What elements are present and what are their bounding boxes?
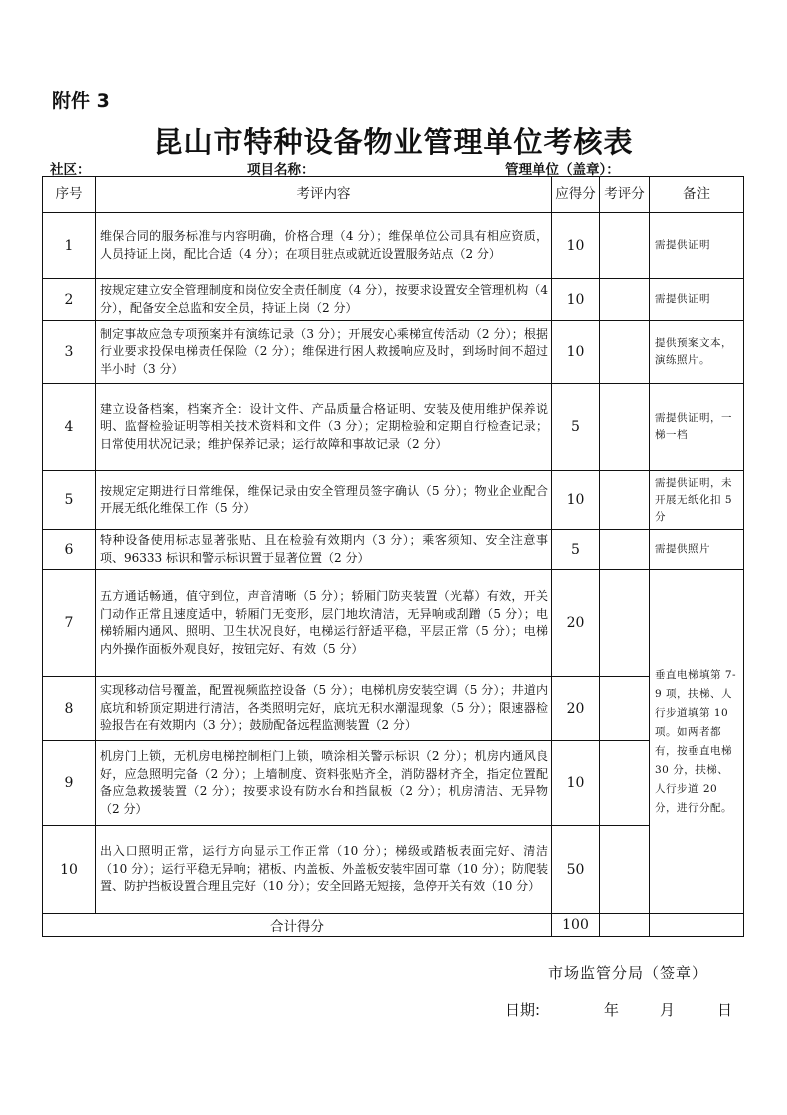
- row-score: 50: [552, 826, 600, 914]
- row-note: 需提供证明，未开展无纸化扣 5 分: [650, 471, 744, 530]
- row-no: 5: [43, 471, 96, 530]
- total-note: [650, 914, 744, 937]
- row-content: 按规定建立安全管理制度和岗位安全责任制度（4 分），按要求设置安全管理机构（4 分），配备安全总监和安全员，持证上岗（2 分）: [96, 279, 552, 321]
- table-row: [43, 471, 744, 530]
- row-eval[interactable]: [600, 677, 650, 741]
- row-eval[interactable]: [600, 826, 650, 914]
- row-eval[interactable]: [600, 530, 650, 570]
- date-day: 日: [717, 1001, 733, 1019]
- row-no: 3: [43, 321, 96, 384]
- date-year: 年: [604, 1001, 620, 1019]
- row-eval[interactable]: [600, 570, 650, 677]
- page-title: 昆山市特种设备物业管理单位考核表: [153, 125, 634, 159]
- header-eval: 考评分: [600, 177, 650, 213]
- row-no: 9: [43, 741, 96, 826]
- row-score: 10: [552, 471, 600, 530]
- row-content: 维保合同的服务标准与内容明确，价格合理（4 分）；维保单位公司具有相应资质，人员持证上岗，配比合适（4 分）；在项目驻点或就近设置服务站点（2 分）: [96, 213, 552, 279]
- date-label: 日期:: [505, 1001, 541, 1019]
- row-eval[interactable]: [600, 321, 650, 384]
- row-content: 机房门上锁，无机房电梯控制柜门上锁，喷涂相关警示标识（2 分）；机房内通风良好，应急照明完备（2 分）；上墙制度、资料张贴齐全，消防器材齐全，指定位置配备应急救援装置（2 分）；按要求设有防水台和挡鼠板（2 分）；机房清洁、无异物（2 分）: [96, 741, 552, 826]
- signature-stamp-label: 市场监管分局（签章）: [548, 964, 709, 982]
- row-note: 需提供照片: [650, 530, 744, 570]
- row-content: 实现移动信号覆盖，配置视频监控设备（5 分）；电梯机房安装空调（5 分）；井道内底坑和轿顶定期进行清洁，各类照明完好，底坑无积水潮湿现象（5 分）；限速器检验报告在有效期内（3 分）；鼓励配备远程监测装置（2 分）: [96, 677, 552, 741]
- row-content: 按规定定期进行日常维保，维保记录由安全管理员签字确认（5 分）；物业企业配合开展无纸化维保工作（5 分）: [96, 471, 552, 530]
- row-eval[interactable]: [600, 471, 650, 530]
- header-score: 应得分: [552, 177, 600, 213]
- row-score: 5: [552, 530, 600, 570]
- row-eval[interactable]: [600, 279, 650, 321]
- row-eval[interactable]: [600, 213, 650, 279]
- row-score: 20: [552, 677, 600, 741]
- date-month: 月: [660, 1001, 676, 1019]
- total-eval[interactable]: [600, 914, 650, 937]
- table-row: [43, 741, 744, 826]
- row-eval[interactable]: [600, 741, 650, 826]
- row-content: 出入口照明正常，运行方向显示工作正常（10 分）；梯级或踏板表面完好、清洁（10 分）；运行平稳无异响；裙板、内盖板、外盖板安装牢固可靠（10 分）；防爬装置、防护挡板设置合理且完好（10 分）；安全回路无短接，急停开关有效（10 分）: [96, 826, 552, 914]
- table-row: [43, 826, 744, 914]
- table-row: [43, 279, 744, 321]
- row-score: 10: [552, 279, 600, 321]
- header-content: 考评内容: [96, 177, 552, 213]
- header-no: 序号: [43, 177, 96, 213]
- row-content: 五方通话畅通，值守到位，声音清晰（5 分）；轿厢门防夹装置（光幕）有效，开关门动作正常且速度适中，轿厢门无变形，层门地坎清洁，无异响或刮蹭（5 分）；电梯轿厢内通风、照明、卫生状况良好，电梯运行舒适平稳，平层正常（5 分）；电梯内外操作面板外观良好，按钮完好、有效（5 分）: [96, 570, 552, 677]
- table-row: [43, 213, 744, 279]
- table-row: [43, 570, 744, 677]
- table-row: [43, 384, 744, 471]
- row-score: 10: [552, 321, 600, 384]
- merged-note: 垂直电梯填第 7-9 项，扶梯、人行步道填第 10 项。如两者都有，按垂直电梯 30 分，扶梯、人行步道 20 分，进行分配。: [650, 570, 744, 914]
- row-note: 提供预案文本，演练照片。: [650, 321, 744, 384]
- row-no: 2: [43, 279, 96, 321]
- row-score: 10: [552, 741, 600, 826]
- header-note: 备注: [650, 177, 744, 213]
- table-row: [43, 677, 744, 741]
- row-content: 建立设备档案，档案齐全：设计文件、产品质量合格证明、安装及使用维护保养说明、监督检验证明等相关技术资料和文件（3 分）；定期检验和定期自行检查记录；日常使用状况记录；维护保养记录；运行故障和事故记录（2 分）: [96, 384, 552, 471]
- row-no: 6: [43, 530, 96, 570]
- table-row: [43, 321, 744, 384]
- row-score: 20: [552, 570, 600, 677]
- management-unit-label: 管理单位（盖章）：: [505, 162, 620, 178]
- total-row: [43, 914, 744, 937]
- total-label: 合计得分: [43, 914, 552, 937]
- row-note: 需提供证明，一梯一档: [650, 384, 744, 471]
- row-no: 1: [43, 213, 96, 279]
- attachment-label: 附件 3: [52, 90, 110, 112]
- table-row: [43, 530, 744, 570]
- assessment-table: [42, 176, 744, 937]
- row-score: 5: [552, 384, 600, 471]
- row-note: 需提供证明: [650, 213, 744, 279]
- project-name-label: 项目名称：: [247, 162, 315, 178]
- community-label: 社区：: [50, 162, 91, 178]
- row-score: 10: [552, 213, 600, 279]
- total-score: 100: [552, 914, 600, 937]
- row-eval[interactable]: [600, 384, 650, 471]
- row-content: 制定事故应急专项预案并有演练记录（3 分）；开展安心乘梯宣传活动（2 分）；根据行业要求投保电梯责任保险（2 分）；维保进行困人救援响应及时，到场时间不超过半小时（3 分）: [96, 321, 552, 384]
- row-no: 4: [43, 384, 96, 471]
- row-no: 10: [43, 826, 96, 914]
- table-header-row: [43, 177, 744, 213]
- row-no: 7: [43, 570, 96, 677]
- row-no: 8: [43, 677, 96, 741]
- row-note: 需提供证明: [650, 279, 744, 321]
- row-content: 特种设备使用标志显著张贴、且在检验有效期内（3 分）；乘客须知、安全注意事项、96333 标识和警示标识置于显著位置（2 分）: [96, 530, 552, 570]
